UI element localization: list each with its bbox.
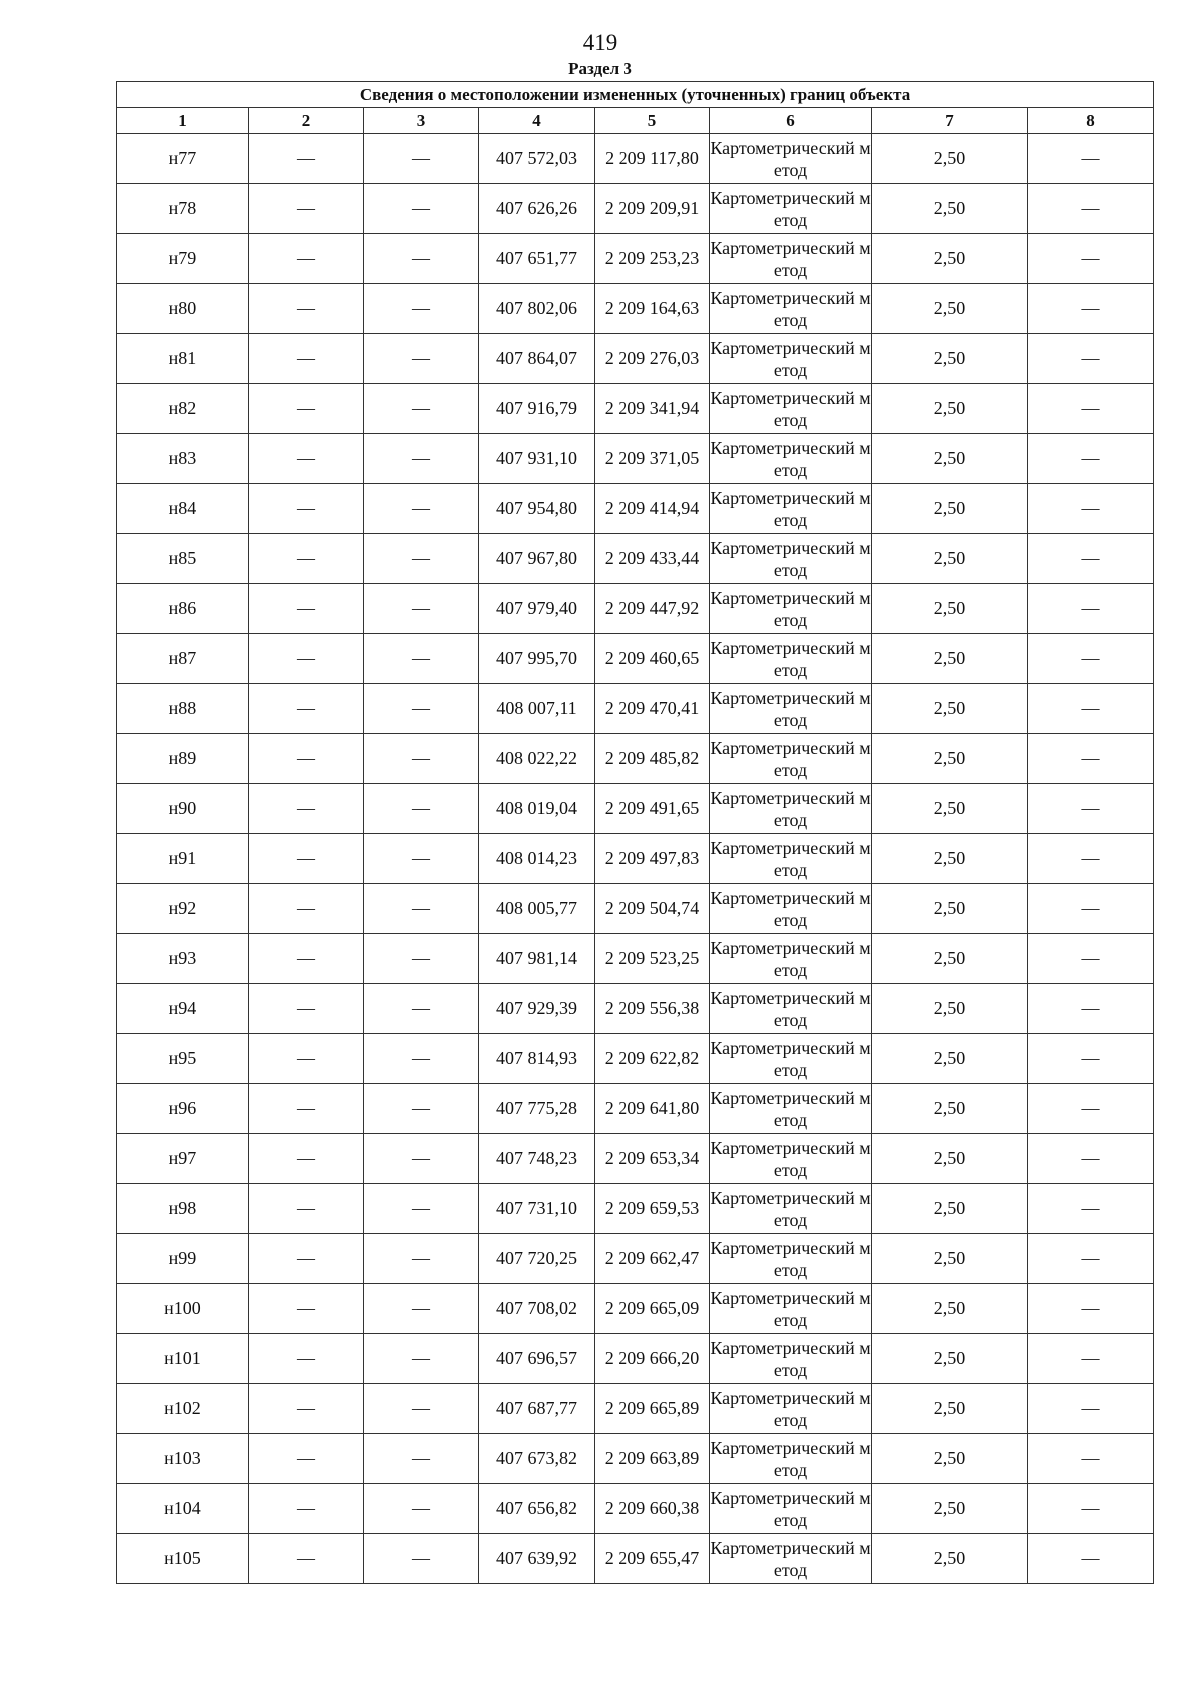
column-8-cell: — <box>1028 484 1154 534</box>
y-coordinate-cell: 2 209 663,89 <box>595 1434 710 1484</box>
method-cell: Картометрический метод <box>710 834 872 884</box>
accuracy-cell: 2,50 <box>872 1384 1028 1434</box>
x-coordinate-cell: 407 639,92 <box>479 1534 595 1584</box>
table-row <box>117 184 1154 234</box>
coordinates-table <box>116 81 1154 1584</box>
column-2-cell: — <box>249 334 364 384</box>
y-coordinate-cell: 2 209 253,23 <box>595 234 710 284</box>
column-8-cell: — <box>1028 1334 1154 1384</box>
y-coordinate-cell: 2 209 659,53 <box>595 1184 710 1234</box>
x-coordinate-cell: 407 979,40 <box>479 584 595 634</box>
column-3-cell: — <box>364 734 479 784</box>
column-2-cell: — <box>249 634 364 684</box>
column-3-cell: — <box>364 634 479 684</box>
x-coordinate-cell: 407 931,10 <box>479 434 595 484</box>
method-cell: Картометрический метод <box>710 134 872 184</box>
accuracy-cell: 2,50 <box>872 884 1028 934</box>
column-2-cell: — <box>249 134 364 184</box>
point-id-cell: н99 <box>117 1234 249 1284</box>
method-cell: Картометрический метод <box>710 684 872 734</box>
column-8-cell: — <box>1028 734 1154 784</box>
column-2-cell: — <box>249 184 364 234</box>
point-id-cell: н92 <box>117 884 249 934</box>
table-row <box>117 334 1154 384</box>
accuracy-cell: 2,50 <box>872 584 1028 634</box>
table-row <box>117 134 1154 184</box>
column-3-cell: — <box>364 884 479 934</box>
accuracy-cell: 2,50 <box>872 1234 1028 1284</box>
point-id-cell: н97 <box>117 1134 249 1184</box>
table-row <box>117 634 1154 684</box>
accuracy-cell: 2,50 <box>872 1484 1028 1534</box>
y-coordinate-cell: 2 209 491,65 <box>595 784 710 834</box>
y-coordinate-cell: 2 209 655,47 <box>595 1534 710 1584</box>
accuracy-cell: 2,50 <box>872 634 1028 684</box>
point-id-cell: н80 <box>117 284 249 334</box>
y-coordinate-cell: 2 209 414,94 <box>595 484 710 534</box>
point-id-cell: н85 <box>117 534 249 584</box>
y-coordinate-cell: 2 209 666,20 <box>595 1334 710 1384</box>
column-2-cell: — <box>249 884 364 934</box>
accuracy-cell: 2,50 <box>872 984 1028 1034</box>
table-caption: Сведения о местоположении измененных (уточненных) границ объекта <box>117 82 1154 108</box>
table-row <box>117 1084 1154 1134</box>
y-coordinate-cell: 2 209 371,05 <box>595 434 710 484</box>
table-row <box>117 1134 1154 1184</box>
x-coordinate-cell: 407 967,80 <box>479 534 595 584</box>
column-3-cell: — <box>364 934 479 984</box>
x-coordinate-cell: 408 019,04 <box>479 784 595 834</box>
x-coordinate-cell: 407 656,82 <box>479 1484 595 1534</box>
column-2-cell: — <box>249 834 364 884</box>
x-coordinate-cell: 407 981,14 <box>479 934 595 984</box>
method-cell: Картометрический метод <box>710 1134 872 1184</box>
column-header: 4 <box>479 108 595 134</box>
column-2-cell: — <box>249 784 364 834</box>
column-3-cell: — <box>364 784 479 834</box>
point-id-cell: н101 <box>117 1334 249 1384</box>
table-row <box>117 1184 1154 1234</box>
method-cell: Картометрический метод <box>710 1434 872 1484</box>
column-3-cell: — <box>364 834 479 884</box>
table-body <box>117 134 1154 1584</box>
x-coordinate-cell: 407 651,77 <box>479 234 595 284</box>
accuracy-cell: 2,50 <box>872 134 1028 184</box>
accuracy-cell: 2,50 <box>872 234 1028 284</box>
method-cell: Картометрический метод <box>710 184 872 234</box>
table-row <box>117 1434 1154 1484</box>
table-row <box>117 1534 1154 1584</box>
table-row <box>117 1334 1154 1384</box>
column-2-cell: — <box>249 734 364 784</box>
point-id-cell: н104 <box>117 1484 249 1534</box>
column-8-cell: — <box>1028 284 1154 334</box>
table-row <box>117 784 1154 834</box>
method-cell: Картометрический метод <box>710 634 872 684</box>
point-id-cell: н98 <box>117 1184 249 1234</box>
table-row <box>117 1484 1154 1534</box>
method-cell: Картометрический метод <box>710 1034 872 1084</box>
accuracy-cell: 2,50 <box>872 384 1028 434</box>
column-3-cell: — <box>364 1184 479 1234</box>
column-8-cell: — <box>1028 384 1154 434</box>
table-row <box>117 984 1154 1034</box>
x-coordinate-cell: 407 720,25 <box>479 1234 595 1284</box>
x-coordinate-cell: 407 572,03 <box>479 134 595 184</box>
x-coordinate-cell: 408 007,11 <box>479 684 595 734</box>
column-3-cell: — <box>364 1384 479 1434</box>
method-cell: Картометрический метод <box>710 734 872 784</box>
y-coordinate-cell: 2 209 276,03 <box>595 334 710 384</box>
y-coordinate-cell: 2 209 622,82 <box>595 1034 710 1084</box>
column-8-cell: — <box>1028 1534 1154 1584</box>
column-header: 2 <box>249 108 364 134</box>
column-8-cell: — <box>1028 134 1154 184</box>
column-8-cell: — <box>1028 184 1154 234</box>
column-2-cell: — <box>249 484 364 534</box>
point-id-cell: н86 <box>117 584 249 634</box>
y-coordinate-cell: 2 209 341,94 <box>595 384 710 434</box>
point-id-cell: н81 <box>117 334 249 384</box>
point-id-cell: н77 <box>117 134 249 184</box>
point-id-cell: н105 <box>117 1534 249 1584</box>
column-3-cell: — <box>364 984 479 1034</box>
method-cell: Картометрический метод <box>710 434 872 484</box>
column-2-cell: — <box>249 1084 364 1134</box>
column-3-cell: — <box>364 684 479 734</box>
column-header-row <box>117 108 1154 134</box>
accuracy-cell: 2,50 <box>872 1534 1028 1584</box>
point-id-cell: н102 <box>117 1384 249 1434</box>
x-coordinate-cell: 407 626,26 <box>479 184 595 234</box>
y-coordinate-cell: 2 209 447,92 <box>595 584 710 634</box>
column-3-cell: — <box>364 484 479 534</box>
column-3-cell: — <box>364 234 479 284</box>
table-row <box>117 384 1154 434</box>
column-3-cell: — <box>364 434 479 484</box>
y-coordinate-cell: 2 209 665,89 <box>595 1384 710 1434</box>
column-2-cell: — <box>249 534 364 584</box>
method-cell: Картометрический метод <box>710 284 872 334</box>
column-header: 1 <box>117 108 249 134</box>
x-coordinate-cell: 407 802,06 <box>479 284 595 334</box>
x-coordinate-cell: 407 731,10 <box>479 1184 595 1234</box>
column-3-cell: — <box>364 1284 479 1334</box>
method-cell: Картометрический метод <box>710 934 872 984</box>
section-title: Раздел 3 <box>568 59 632 78</box>
x-coordinate-cell: 407 995,70 <box>479 634 595 684</box>
column-3-cell: — <box>364 1484 479 1534</box>
method-cell: Картометрический метод <box>710 884 872 934</box>
column-3-cell: — <box>364 584 479 634</box>
column-8-cell: — <box>1028 1434 1154 1484</box>
y-coordinate-cell: 2 209 641,80 <box>595 1084 710 1134</box>
column-8-cell: — <box>1028 934 1154 984</box>
accuracy-cell: 2,50 <box>872 334 1028 384</box>
y-coordinate-cell: 2 209 433,44 <box>595 534 710 584</box>
column-3-cell: — <box>364 1334 479 1384</box>
column-header: 6 <box>710 108 872 134</box>
x-coordinate-cell: 407 954,80 <box>479 484 595 534</box>
column-8-cell: — <box>1028 534 1154 584</box>
method-cell: Картометрический метод <box>710 1534 872 1584</box>
x-coordinate-cell: 407 687,77 <box>479 1384 595 1434</box>
table-row <box>117 1384 1154 1434</box>
column-8-cell: — <box>1028 884 1154 934</box>
method-cell: Картометрический метод <box>710 584 872 634</box>
accuracy-cell: 2,50 <box>872 434 1028 484</box>
method-cell: Картометрический метод <box>710 334 872 384</box>
x-coordinate-cell: 408 005,77 <box>479 884 595 934</box>
column-8-cell: — <box>1028 834 1154 884</box>
column-8-cell: — <box>1028 984 1154 1034</box>
x-coordinate-cell: 407 916,79 <box>479 384 595 434</box>
accuracy-cell: 2,50 <box>872 734 1028 784</box>
column-8-cell: — <box>1028 684 1154 734</box>
point-id-cell: н78 <box>117 184 249 234</box>
table-row <box>117 684 1154 734</box>
table-row <box>117 484 1154 534</box>
x-coordinate-cell: 408 022,22 <box>479 734 595 784</box>
column-2-cell: — <box>249 1184 364 1234</box>
y-coordinate-cell: 2 209 660,38 <box>595 1484 710 1534</box>
x-coordinate-cell: 407 748,23 <box>479 1134 595 1184</box>
y-coordinate-cell: 2 209 665,09 <box>595 1284 710 1334</box>
point-id-cell: н84 <box>117 484 249 534</box>
column-8-cell: — <box>1028 234 1154 284</box>
method-cell: Картометрический метод <box>710 1384 872 1434</box>
point-id-cell: н83 <box>117 434 249 484</box>
column-header: 7 <box>872 108 1028 134</box>
column-3-cell: — <box>364 1034 479 1084</box>
column-2-cell: — <box>249 1334 364 1384</box>
table-row <box>117 1284 1154 1334</box>
x-coordinate-cell: 407 929,39 <box>479 984 595 1034</box>
point-id-cell: н103 <box>117 1434 249 1484</box>
method-cell: Картометрический метод <box>710 484 872 534</box>
column-2-cell: — <box>249 1534 364 1584</box>
accuracy-cell: 2,50 <box>872 1184 1028 1234</box>
x-coordinate-cell: 407 696,57 <box>479 1334 595 1384</box>
table-row <box>117 734 1154 784</box>
column-8-cell: — <box>1028 1234 1154 1284</box>
column-8-cell: — <box>1028 1484 1154 1534</box>
column-8-cell: — <box>1028 1134 1154 1184</box>
point-id-cell: н100 <box>117 1284 249 1334</box>
point-id-cell: н90 <box>117 784 249 834</box>
x-coordinate-cell: 407 814,93 <box>479 1034 595 1084</box>
column-2-cell: — <box>249 1134 364 1184</box>
accuracy-cell: 2,50 <box>872 484 1028 534</box>
y-coordinate-cell: 2 209 117,80 <box>595 134 710 184</box>
table-row <box>117 834 1154 884</box>
accuracy-cell: 2,50 <box>872 1434 1028 1484</box>
method-cell: Картометрический метод <box>710 1284 872 1334</box>
column-3-cell: — <box>364 384 479 434</box>
column-2-cell: — <box>249 1384 364 1434</box>
method-cell: Картометрический метод <box>710 534 872 584</box>
column-3-cell: — <box>364 184 479 234</box>
y-coordinate-cell: 2 209 523,25 <box>595 934 710 984</box>
column-8-cell: — <box>1028 634 1154 684</box>
column-3-cell: — <box>364 1534 479 1584</box>
column-2-cell: — <box>249 1284 364 1334</box>
column-8-cell: — <box>1028 434 1154 484</box>
column-header: 5 <box>595 108 710 134</box>
y-coordinate-cell: 2 209 504,74 <box>595 884 710 934</box>
accuracy-cell: 2,50 <box>872 834 1028 884</box>
method-cell: Картометрический метод <box>710 1484 872 1534</box>
accuracy-cell: 2,50 <box>872 1334 1028 1384</box>
column-3-cell: — <box>364 1434 479 1484</box>
y-coordinate-cell: 2 209 164,63 <box>595 284 710 334</box>
column-2-cell: — <box>249 1034 364 1084</box>
table-row <box>117 584 1154 634</box>
y-coordinate-cell: 2 209 497,83 <box>595 834 710 884</box>
column-3-cell: — <box>364 1134 479 1184</box>
point-id-cell: н87 <box>117 634 249 684</box>
y-coordinate-cell: 2 209 470,41 <box>595 684 710 734</box>
column-8-cell: — <box>1028 584 1154 634</box>
column-2-cell: — <box>249 1234 364 1284</box>
point-id-cell: н82 <box>117 384 249 434</box>
column-8-cell: — <box>1028 1384 1154 1434</box>
column-3-cell: — <box>364 1234 479 1284</box>
table-row <box>117 1234 1154 1284</box>
method-cell: Картометрический метод <box>710 1084 872 1134</box>
table-row <box>117 434 1154 484</box>
column-3-cell: — <box>364 534 479 584</box>
y-coordinate-cell: 2 209 485,82 <box>595 734 710 784</box>
point-id-cell: н88 <box>117 684 249 734</box>
y-coordinate-cell: 2 209 662,47 <box>595 1234 710 1284</box>
point-id-cell: н91 <box>117 834 249 884</box>
accuracy-cell: 2,50 <box>872 784 1028 834</box>
column-2-cell: — <box>249 584 364 634</box>
column-3-cell: — <box>364 334 479 384</box>
accuracy-cell: 2,50 <box>872 284 1028 334</box>
method-cell: Картометрический метод <box>710 234 872 284</box>
table-row <box>117 884 1154 934</box>
method-cell: Картометрический метод <box>710 384 872 434</box>
point-id-cell: н94 <box>117 984 249 1034</box>
method-cell: Картометрический метод <box>710 1184 872 1234</box>
method-cell: Картометрический метод <box>710 984 872 1034</box>
table-row <box>117 234 1154 284</box>
column-header: 3 <box>364 108 479 134</box>
x-coordinate-cell: 407 864,07 <box>479 334 595 384</box>
column-2-cell: — <box>249 384 364 434</box>
column-8-cell: — <box>1028 1084 1154 1134</box>
method-cell: Картометрический метод <box>710 1334 872 1384</box>
point-id-cell: н96 <box>117 1084 249 1134</box>
column-2-cell: — <box>249 234 364 284</box>
point-id-cell: н93 <box>117 934 249 984</box>
x-coordinate-cell: 408 014,23 <box>479 834 595 884</box>
accuracy-cell: 2,50 <box>872 1284 1028 1334</box>
method-cell: Картометрический метод <box>710 784 872 834</box>
accuracy-cell: 2,50 <box>872 934 1028 984</box>
column-8-cell: — <box>1028 1034 1154 1084</box>
column-8-cell: — <box>1028 784 1154 834</box>
y-coordinate-cell: 2 209 209,91 <box>595 184 710 234</box>
accuracy-cell: 2,50 <box>872 684 1028 734</box>
accuracy-cell: 2,50 <box>872 184 1028 234</box>
column-2-cell: — <box>249 434 364 484</box>
y-coordinate-cell: 2 209 460,65 <box>595 634 710 684</box>
accuracy-cell: 2,50 <box>872 1134 1028 1184</box>
point-id-cell: н89 <box>117 734 249 784</box>
column-2-cell: — <box>249 1484 364 1534</box>
x-coordinate-cell: 407 708,02 <box>479 1284 595 1334</box>
point-id-cell: н95 <box>117 1034 249 1084</box>
column-8-cell: — <box>1028 1284 1154 1334</box>
table-row <box>117 284 1154 334</box>
page-number: 419 <box>582 30 618 55</box>
y-coordinate-cell: 2 209 556,38 <box>595 984 710 1034</box>
accuracy-cell: 2,50 <box>872 534 1028 584</box>
method-cell: Картометрический метод <box>710 1234 872 1284</box>
table-row <box>117 934 1154 984</box>
x-coordinate-cell: 407 673,82 <box>479 1434 595 1484</box>
column-3-cell: — <box>364 284 479 334</box>
accuracy-cell: 2,50 <box>872 1084 1028 1134</box>
column-3-cell: — <box>364 134 479 184</box>
column-2-cell: — <box>249 284 364 334</box>
column-8-cell: — <box>1028 334 1154 384</box>
y-coordinate-cell: 2 209 653,34 <box>595 1134 710 1184</box>
accuracy-cell: 2,50 <box>872 1034 1028 1084</box>
column-2-cell: — <box>249 1434 364 1484</box>
x-coordinate-cell: 407 775,28 <box>479 1084 595 1134</box>
point-id-cell: н79 <box>117 234 249 284</box>
column-2-cell: — <box>249 934 364 984</box>
column-2-cell: — <box>249 684 364 734</box>
column-header: 8 <box>1028 108 1154 134</box>
table-row <box>117 534 1154 584</box>
column-3-cell: — <box>364 1084 479 1134</box>
column-2-cell: — <box>249 984 364 1034</box>
table-row <box>117 1034 1154 1084</box>
column-8-cell: — <box>1028 1184 1154 1234</box>
